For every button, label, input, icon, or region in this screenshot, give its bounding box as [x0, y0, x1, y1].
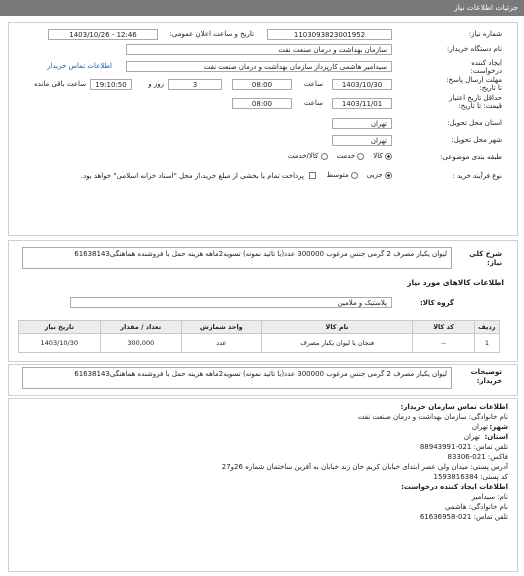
announce-field: 1403/10/26 - 12:46 — [48, 29, 158, 40]
days-remaining-field: 3 — [168, 79, 222, 90]
validity-time-field: 08:00 — [232, 98, 292, 109]
process-minor-radio[interactable] — [385, 172, 392, 179]
org-province: تهران — [463, 433, 480, 441]
cell-row: 1 — [474, 334, 499, 353]
treasury-checkbox[interactable] — [309, 172, 316, 179]
page-header — [0, 0, 524, 16]
days-label: روز و — [148, 80, 164, 88]
org-address: آدرس پستی: میدان ولی عصر ابتدای خیابان کریم خان زند خیابان به آفرین ساختمان شماره 26و27 — [221, 463, 508, 471]
creator-label: ایجاد کننده درخواست: — [470, 59, 502, 75]
city-field: تهران — [332, 135, 392, 146]
col-unit-header: واحد شمارش — [182, 321, 261, 334]
description-field: لیوان یکبار مصرف 2 گرمی جنس مرغوب 300000 عدد(با تائید نمونه) تسویه2ماهه هزینه حمل با فروشنده هماهنگی61638143 — [22, 247, 452, 269]
category-options — [288, 152, 392, 160]
process-minor-label: جزیی — [366, 171, 383, 179]
category-label: طبقه بندی موضوعی: — [440, 153, 502, 161]
category-service-label: خدمت — [336, 152, 356, 160]
col-row-header: ردیف — [474, 321, 499, 334]
goods-title: اطلاعات کالاهای مورد نیاز — [407, 278, 504, 287]
buyer-label: نام دستگاه خریدار: — [446, 45, 502, 53]
cell-name: فنجان یا لیوان یکبار مصرف — [261, 334, 413, 353]
category-both-radio[interactable] — [321, 153, 328, 160]
goods-group-label: گروه کالا: — [419, 299, 454, 307]
buyer-notes-label: توضیحات خریدار: — [470, 368, 502, 385]
buyer-contact-link[interactable]: اطلاعات تماس خریدار — [47, 62, 112, 70]
description-label: شرح کلی نیاز: — [469, 250, 502, 267]
process-medium-radio[interactable] — [351, 172, 358, 179]
table-row — [19, 334, 500, 353]
process-label: نوع فرآیند خرید : — [452, 172, 502, 180]
col-name-header: نام کالا — [261, 321, 413, 334]
validity-time-label: ساعت — [303, 99, 323, 107]
org-postal: کد پستی: 1593816384 — [433, 473, 508, 481]
org-fax: فاکس: 021-83306 — [447, 453, 508, 461]
send-time-field: 08:00 — [232, 79, 292, 90]
validity-label: حداقل تاریخ اعتبار قیمت: تا تاریخ: — [449, 94, 502, 110]
col-code-header: کد کالا — [413, 321, 474, 334]
treasury-note: پرداخت تمام یا بخشی از مبلغ خرید،از محل "اسناد خزانه اسلامی" خواهد بود. — [80, 172, 304, 180]
buyer-field: سازمان بهداشت و درمان صنعت نفت — [126, 44, 392, 55]
org-contact-title: اطلاعات تماس سازمان خریدار: — [400, 403, 508, 411]
process-medium-label: متوسط — [326, 171, 349, 179]
remaining-label: ساعت باقی مانده — [34, 80, 86, 88]
cell-date: 1403/10/30 — [19, 334, 101, 353]
cell-code: -- — [413, 334, 474, 353]
need-number-field: 1103093823001952 — [267, 29, 392, 40]
creator-contact-title: اطلاعات ایجاد کننده درخواست: — [401, 483, 508, 491]
org-name: نام خانوادگی: سازمان بهداشت و درمان صنعت نفت — [357, 413, 508, 421]
send-deadline-label: مهلت ارسال پاسخ: تا تاریخ: — [446, 76, 502, 92]
validity-date-field: 1403/11/01 — [332, 98, 392, 109]
province-field: تهران — [332, 118, 392, 129]
goods-group-field: پلاستیک و ملامین — [70, 297, 392, 308]
goods-table — [18, 320, 500, 353]
category-both-label: کالا/خدمت — [287, 152, 319, 160]
org-city-label: شهر: — [489, 423, 508, 431]
need-number-label: شماره نیاز: — [468, 30, 502, 38]
category-service-radio[interactable] — [357, 153, 364, 160]
creator-phone: تلفن تماس: 021-61636958 — [419, 513, 508, 521]
org-province-label: استان: — [484, 433, 508, 441]
creator-field: سیدامیر هاشمی کارپرداز سازمان بهداشت و درمان صنعت نفت — [126, 61, 392, 72]
remaining-time-field: 19:10:50 — [90, 79, 132, 90]
category-goods-label: کالا — [373, 152, 383, 160]
buyer-notes-field: لیوان یکبار مصرف 2 گرمی جنس مرغوب 300000 عدد(با تائید نمونه) تسویه2ماهه هزینه حمل با فروشنده هماهنگی61638143 — [22, 367, 452, 389]
province-label: استان محل تحویل: — [447, 119, 502, 127]
announce-label: تاریخ و ساعت اعلان عمومی: — [169, 30, 254, 38]
category-goods-radio[interactable] — [385, 153, 392, 160]
cell-qty: 300,000 — [100, 334, 182, 353]
col-qty-header: تعداد / مقدار — [100, 321, 182, 334]
creator-family: نام خانوادگی: هاشمی — [444, 503, 508, 511]
org-phone: تلفن تماس: 021-88943991 — [419, 443, 508, 451]
send-date-field: 1403/10/30 — [332, 79, 392, 90]
org-city: تهران — [471, 423, 488, 431]
city-label: شهر محل تحویل: — [451, 136, 502, 144]
col-date-header: تاریخ نیاز — [19, 321, 101, 334]
page-title: جزئیات اطلاعات نیاز — [454, 3, 518, 12]
creator-name: نام: سیدامیر — [471, 493, 508, 501]
cell-unit: عدد — [182, 334, 261, 353]
send-time-label: ساعت — [303, 80, 323, 88]
process-options — [327, 171, 392, 179]
